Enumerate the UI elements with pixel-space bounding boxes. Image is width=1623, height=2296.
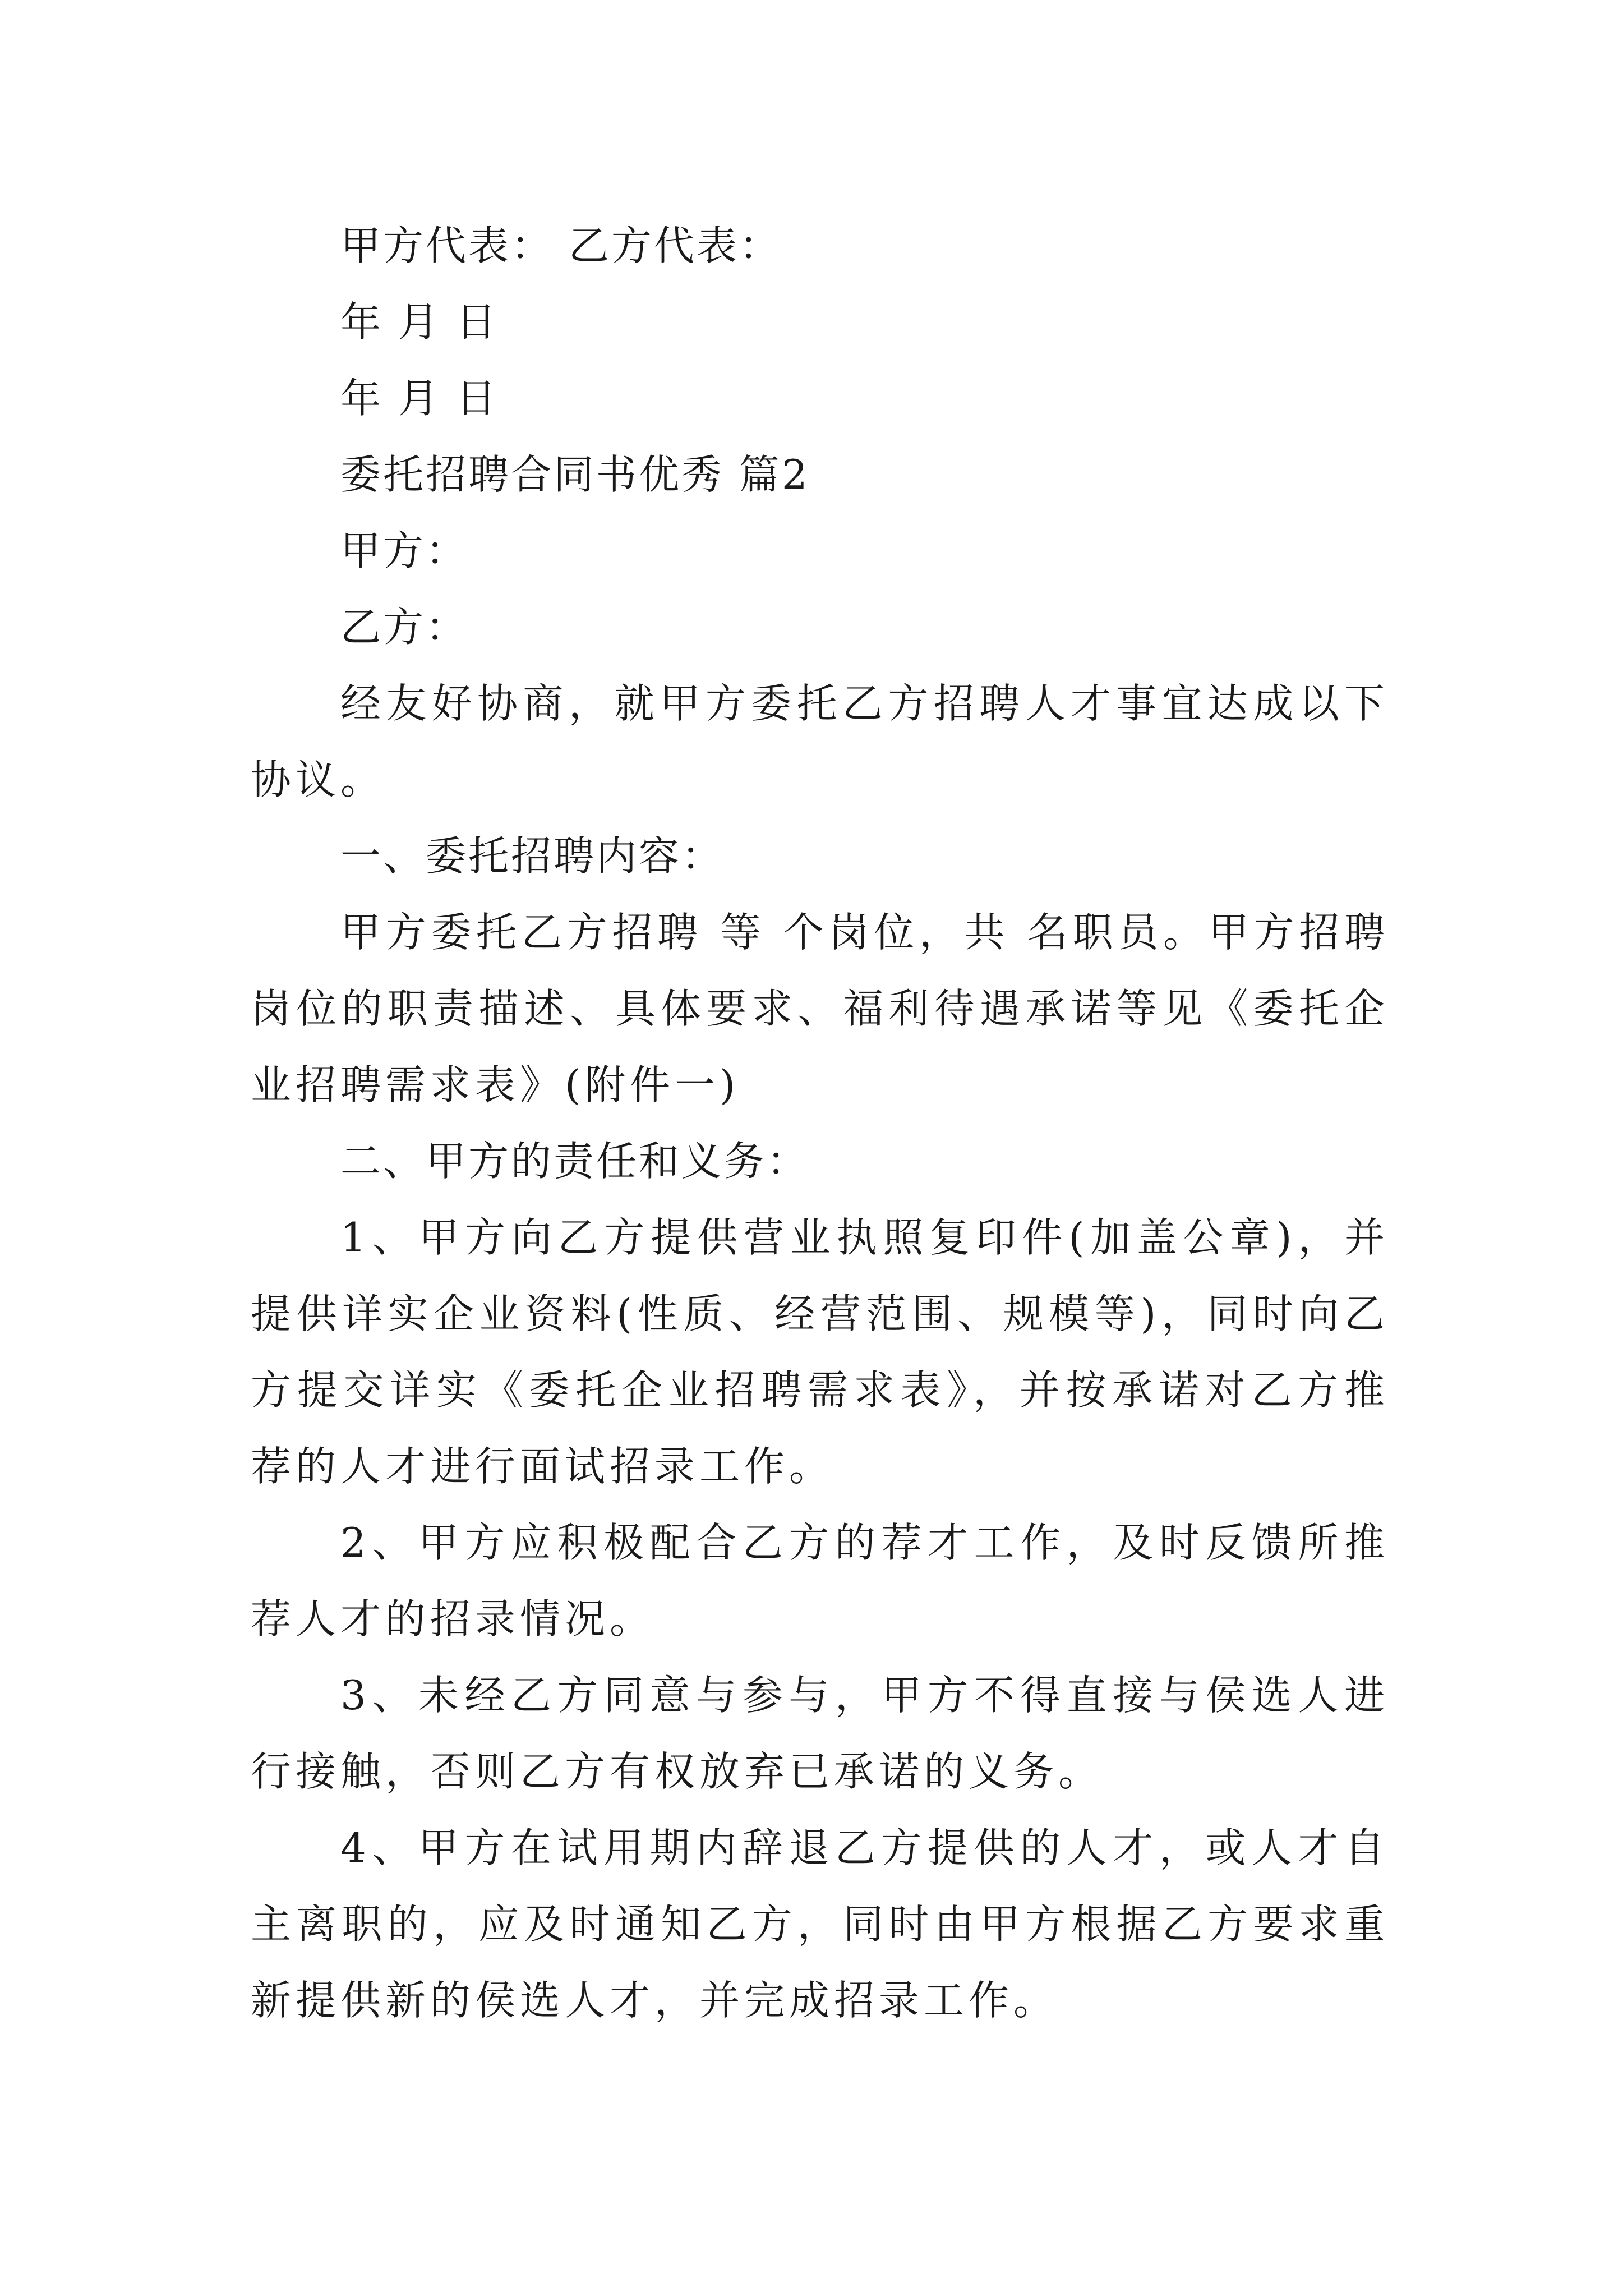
intro-paragraph: 经友好协商，就甲方委托乙方招聘人才事宜达成以下协议。 <box>251 680 1389 803</box>
date-line: 年 月 日 <box>340 298 499 346</box>
duty-item-1: 1、甲方向乙方提供营业执照复印件(加盖公章)，并提供详实企业资料(性质、经营范围、规模等)，同时向乙方提交详实《委托企业招聘需求表》，并按承诺对乙方推荐的人才进行面试招录工作。 <box>251 1214 1389 1490</box>
party-b-label: 乙方： <box>340 604 469 651</box>
date-line: 年 月 日 <box>340 375 499 422</box>
document-body <box>251 208 1389 2039</box>
section-title: 委托招聘合同书优秀 篇2 <box>340 451 810 498</box>
party-a-label: 甲方： <box>340 527 469 574</box>
duty-item-4: 4、甲方在试用期内辞退乙方提供的人才，或人才自主离职的，应及时通知乙方，同时由甲方根据乙方要求重新提供新的侯选人才，并完成招录工作。 <box>251 1824 1389 2024</box>
duty-item-3: 3、未经乙方同意与参与，甲方不得直接与侯选人进行接触，否则乙方有权放弃已承诺的义务。 <box>251 1672 1389 1795</box>
heading-party-a-duties: 二、甲方的责任和义务： <box>340 1138 810 1185</box>
duty-item-2: 2、甲方应积极配合乙方的荐才工作，及时反馈所推荐人才的招录情况。 <box>251 1519 1389 1642</box>
signature-line: 甲方代表： 乙方代表： <box>340 222 782 269</box>
recruitment-content-paragraph: 甲方委托乙方招聘 等 个岗位，共 名职员。甲方招聘岗位的职责描述、具体要求、福利待遇承诺等见《委托企业招聘需求表》(附件一) <box>251 909 1389 1108</box>
heading-recruitment-content: 一、委托招聘内容： <box>340 832 725 880</box>
